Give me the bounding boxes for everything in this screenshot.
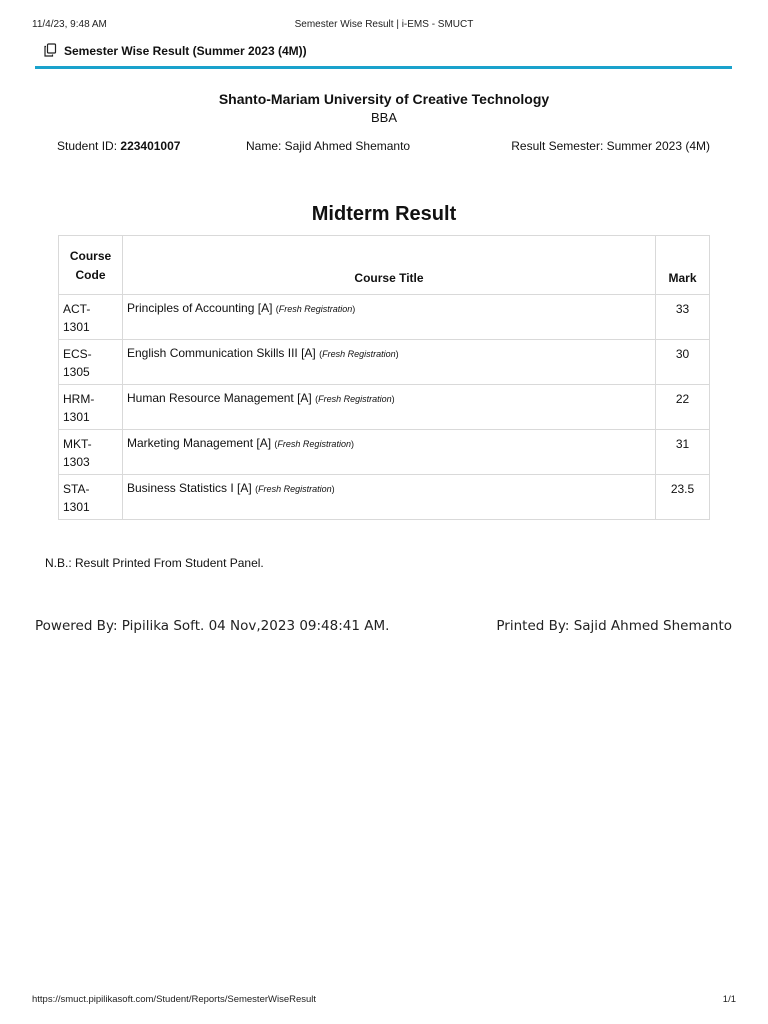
course-mark: 33	[656, 295, 710, 340]
registration-type: (Fresh Registration)	[319, 349, 399, 359]
result-note: N.B.: Result Printed From Student Panel.	[45, 556, 264, 570]
university-name: Shanto-Mariam University of Creative Technology	[218, 91, 550, 107]
course-mark: 22	[656, 385, 710, 430]
student-id	[57, 139, 180, 153]
table-row	[59, 340, 710, 385]
report-title: Semester Wise Result (Summer 2023 (4M))	[64, 44, 307, 58]
result-table	[58, 235, 710, 520]
course-title: Human Resource Management [A] (Fresh Registration)	[123, 385, 656, 430]
registration-type: (Fresh Registration)	[275, 304, 356, 314]
printed-by: Printed By: Sajid Ahmed Shemanto	[496, 618, 732, 634]
table-row	[59, 385, 710, 430]
header-course-title: Course Title	[123, 236, 656, 295]
course-mark: 30	[656, 340, 710, 385]
print-footer	[32, 994, 736, 1008]
student-id-value: 223401007	[120, 139, 181, 153]
student-id-label: Student ID:	[57, 139, 118, 153]
print-datetime: 11/4/23, 9:48 AM	[32, 19, 107, 30]
registration-type: (Fresh Registration)	[315, 394, 395, 404]
print-header	[32, 19, 736, 33]
table-row	[59, 295, 710, 340]
print-page-title: Semester Wise Result | i-EMS - SMUCT	[294, 19, 474, 30]
course-title: Principles of Accounting [A] (Fresh Registration)	[123, 295, 656, 340]
table-row	[59, 475, 710, 520]
page-number: 1/1	[722, 994, 736, 1005]
copy-icon	[43, 43, 57, 57]
student-name: Name: Sajid Ahmed Shemanto	[246, 139, 411, 153]
result-heading: Midterm Result	[311, 203, 457, 225]
course-mark: 23.5	[656, 475, 710, 520]
table-header-row	[59, 236, 710, 295]
header-course-code: Course Code	[59, 236, 123, 295]
course-mark: 31	[656, 430, 710, 475]
registration-type: (Fresh Registration)	[274, 439, 354, 449]
report-title-bar	[35, 41, 732, 69]
page-url: https://smuct.pipilikasoft.com/Student/Reports/SemesterWiseResult	[32, 994, 317, 1005]
course-title: Business Statistics I [A] (Fresh Registration)	[123, 475, 656, 520]
registration-type: (Fresh Registration)	[255, 484, 335, 494]
course-code: ACT- 1301	[59, 295, 123, 340]
course-code: MKT- 1303	[59, 430, 123, 475]
course-title: English Communication Skills III [A] (Fresh Registration)	[123, 340, 656, 385]
course-code: HRM- 1301	[59, 385, 123, 430]
program-name: BBA	[370, 110, 397, 125]
header-mark: Mark	[656, 236, 710, 295]
powered-by: Powered By: Pipilika Soft. 04 Nov,2023 09:48:41 AM.	[35, 618, 390, 634]
result-semester: Result Semester: Summer 2023 (4M)	[511, 139, 710, 153]
course-code: ECS- 1305	[59, 340, 123, 385]
course-title: Marketing Management [A] (Fresh Registration)	[123, 430, 656, 475]
table-row	[59, 430, 710, 475]
course-code: STA- 1301	[59, 475, 123, 520]
